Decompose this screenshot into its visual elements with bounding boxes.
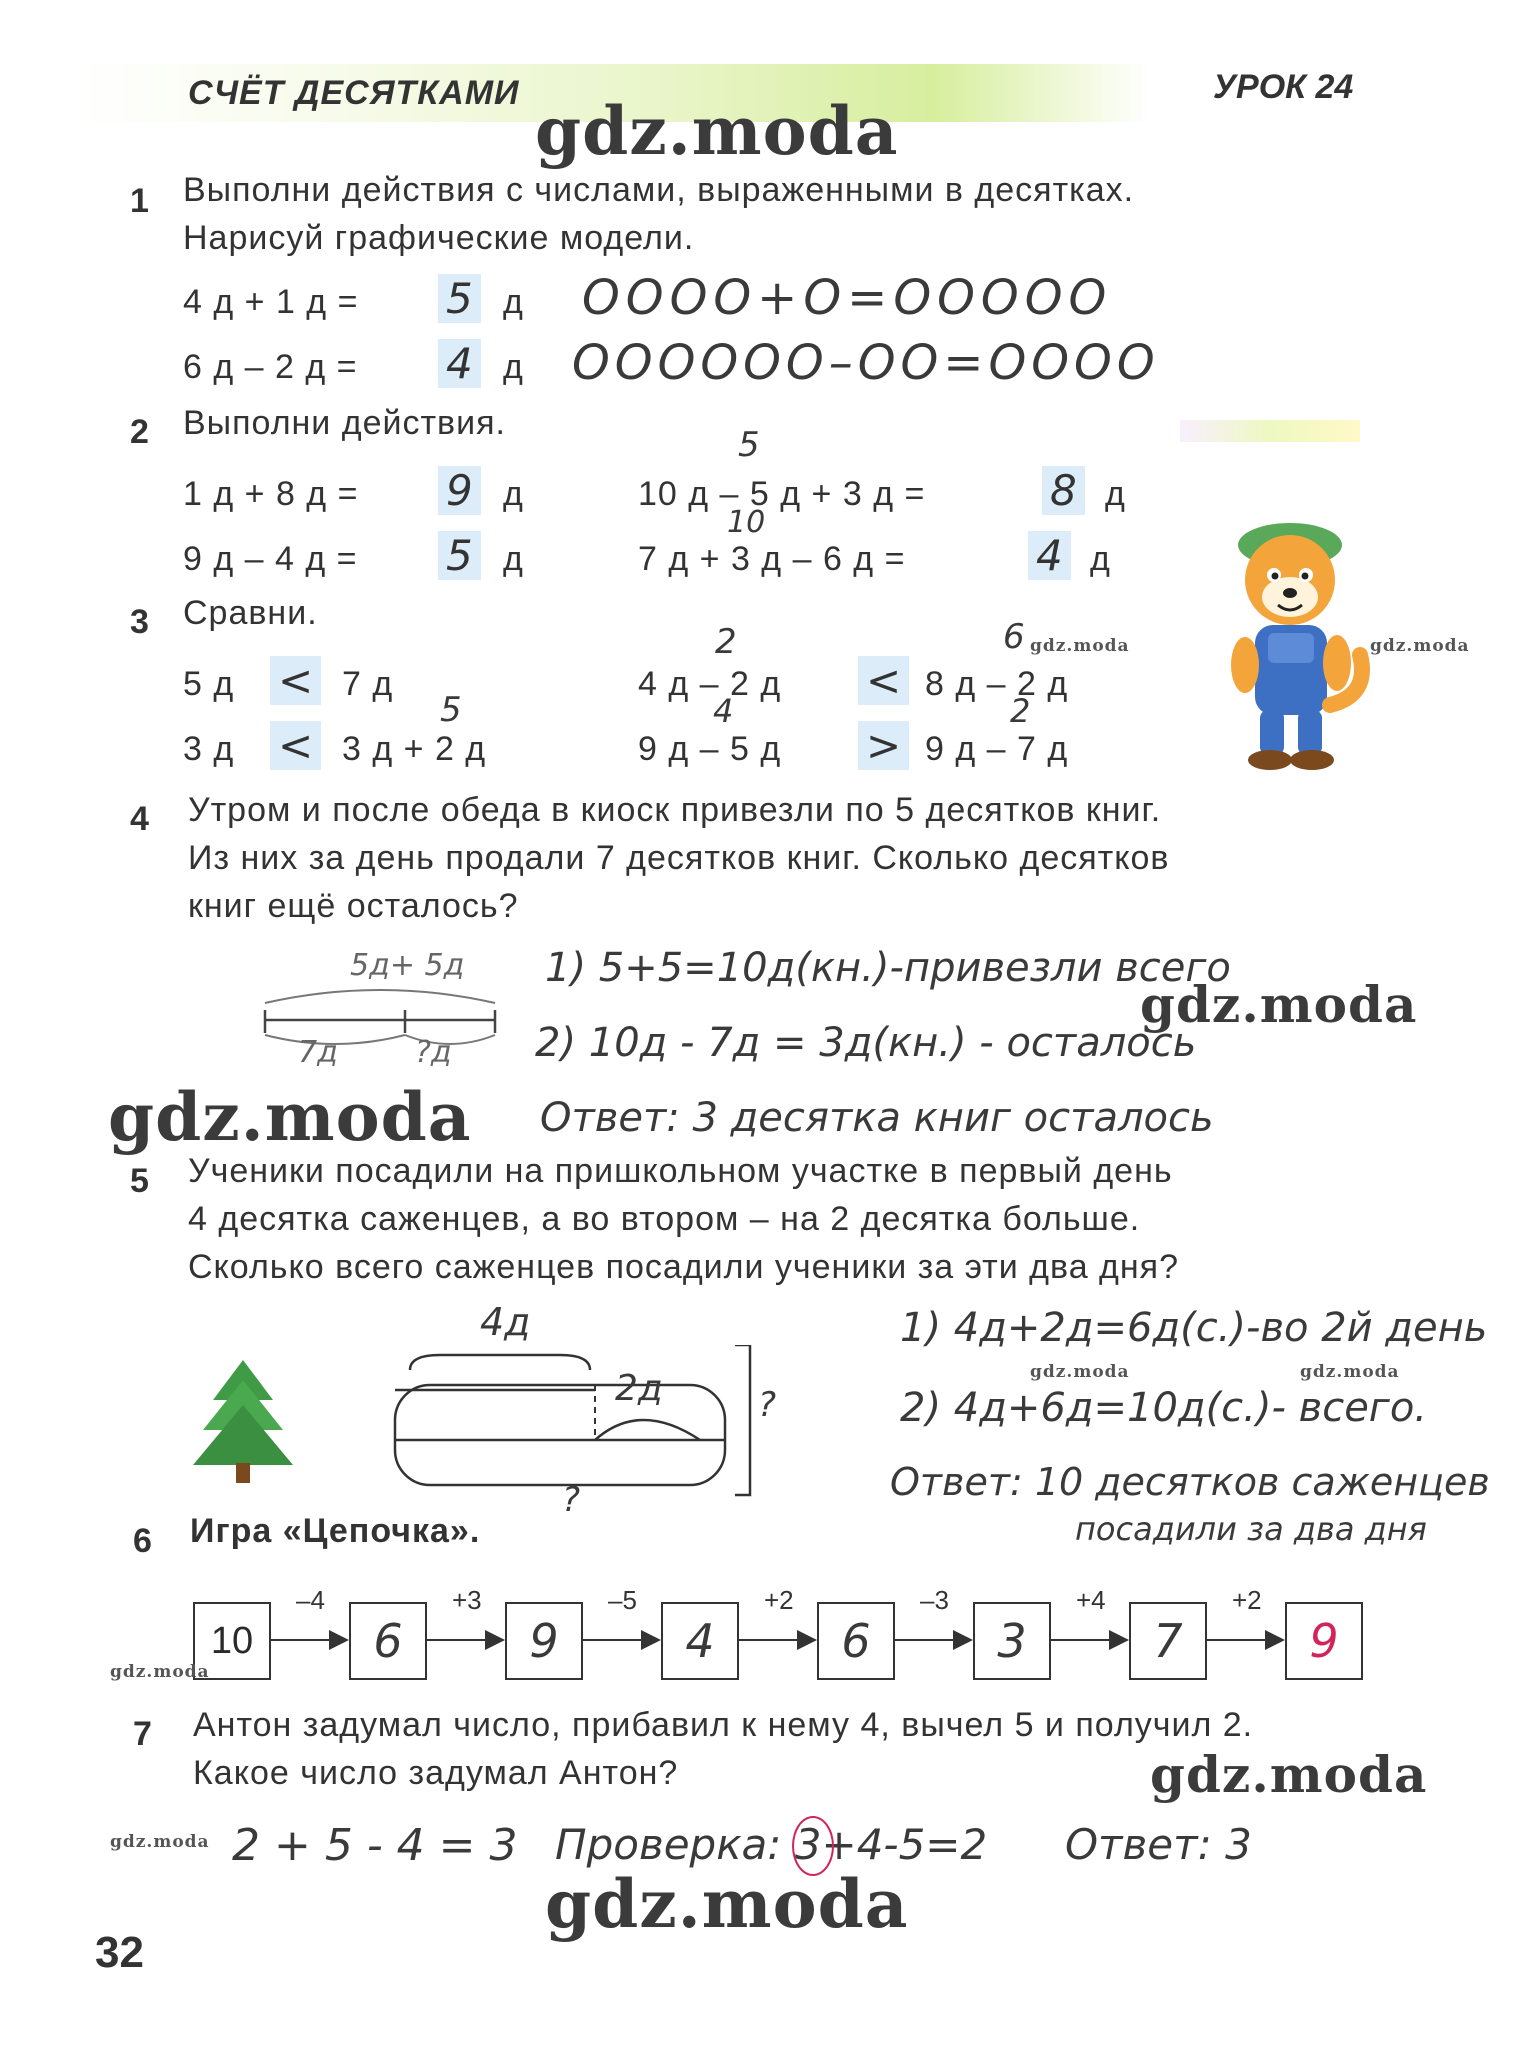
page-number: 32 — [95, 1928, 144, 1977]
task-1-number: 1 — [130, 182, 149, 220]
task-2-eq2-answer: 5 — [438, 531, 481, 580]
task-1-eq2-model: OOOOOO–OO=OOOO — [572, 335, 1160, 391]
highlighter-stroke — [1180, 420, 1360, 442]
task-3-c2-b: 3 д + 2 д — [342, 730, 487, 768]
task-1-line1: Выполни действия с числами, выраженными в десятках. — [183, 171, 1135, 209]
chain-op: +2 — [764, 1585, 794, 1615]
task-5-line1: Ученики посадили на пришкольном участке в первый день — [188, 1152, 1173, 1190]
task-6-title: Игра «Цепочка». — [190, 1512, 481, 1550]
task-3-c1-sign: < — [270, 656, 321, 705]
task-7-check: Проверка: 3+4-5=2 — [555, 1820, 988, 1869]
task-3-c4-note-a: 4 — [713, 692, 734, 730]
chain-op: –4 — [296, 1585, 325, 1615]
watermark-small: gdz.moda — [110, 1832, 210, 1852]
task-1-line2: Нарисуй графические модели. — [183, 219, 695, 257]
watermark-small: gdz.moda — [1300, 1362, 1400, 1382]
task-2-eq4-answer: 4 — [1028, 531, 1071, 580]
chain-value: 3 — [997, 1614, 1027, 1668]
task-1-eq1-answer: 5 — [438, 274, 481, 323]
task-2-eq4-unit: д — [1090, 540, 1111, 578]
task-3-c2-sign: < — [270, 721, 321, 770]
task-2-eq4-note: 10 — [727, 505, 766, 540]
task-2-eq2-left: 9 д – 4 д = — [183, 540, 358, 578]
task-5-solution-2: 2) 4д+6д=10д(с.)- всего. — [900, 1385, 1428, 1431]
task-4-line2: Из них за день продали 7 десятков книг. Сколько десятков — [188, 839, 1170, 877]
watermark: gdz.moda — [535, 92, 899, 170]
chain-value: 9 — [1309, 1614, 1339, 1668]
task-4-line3: книг ещё осталось? — [188, 887, 519, 925]
fox-mascot-illustration — [1210, 505, 1380, 775]
task-2-eq1-answer: 9 — [438, 466, 481, 515]
task-3-c2-note: 5 — [440, 690, 462, 730]
watermark: gdz.moda — [1140, 975, 1418, 1034]
lesson-number: УРОК 24 — [1213, 68, 1354, 106]
task-2-eq3-note: 5 — [738, 425, 760, 465]
task-5-diagram-extra-label: 2д — [615, 1368, 663, 1409]
fir-tree-illustration — [188, 1355, 298, 1485]
watermark: gdz.moda — [545, 1865, 909, 1943]
chain-value: 6 — [373, 1614, 403, 1668]
chain-op: –3 — [920, 1585, 949, 1615]
task-1-eq1-left: 4 д + 1 д = — [183, 283, 359, 321]
task-5-diagram-top-label: 4д — [480, 1300, 531, 1344]
chain-op: +2 — [1232, 1585, 1262, 1615]
watermark-small: gdz.moda — [1370, 636, 1470, 656]
task-4-solution-2: 2) 10д - 7д = 3д(кн.) - осталось — [535, 1020, 1197, 1066]
chain-value: 7 — [1153, 1614, 1183, 1668]
task-5-answer-line2: посадили за два дня — [1075, 1510, 1427, 1548]
task-1-eq1-unit: д — [503, 283, 524, 321]
task-3-c3-sign: < — [858, 656, 909, 705]
watermark-small: gdz.moda — [110, 1662, 210, 1682]
task-2-title: Выполни действия. — [183, 404, 506, 442]
chain-arrows — [0, 1630, 1513, 1650]
task-2-eq3-left: 10 д – 5 д + 3 д = — [638, 475, 926, 513]
task-1-eq2-left: 6 д – 2 д = — [183, 348, 358, 386]
chain-value: 9 — [529, 1614, 559, 1668]
task-3-title: Сравни. — [183, 594, 318, 632]
task-3-c3-note-a: 2 — [715, 622, 737, 662]
task-3-number: 3 — [130, 603, 149, 641]
task-5-number: 5 — [130, 1162, 149, 1200]
section-title: СЧЁТ ДЕСЯТКАМИ — [188, 74, 520, 112]
task-3-c4-a: 9 д – 5 д — [638, 730, 782, 768]
watermark: gdz.moda — [108, 1078, 472, 1156]
task-4-solution-1: 1) 5+5=10д(кн.)-привезли всего — [545, 945, 1231, 991]
task-3-c4-note-b: 2 — [1010, 692, 1031, 730]
task-5-diagram-second-question: ? — [562, 1480, 581, 1520]
task-6-number: 6 — [133, 1522, 152, 1560]
task-5-line3: Сколько всего саженцев посадили ученики за эти два дня? — [188, 1248, 1179, 1286]
task-2-eq4-left: 7 д + 3 д – 6 д = — [638, 540, 906, 578]
task-3-c1-b: 7 д — [342, 665, 394, 703]
task-7-number: 7 — [133, 1715, 152, 1753]
task-3-c2-a: 3 д — [183, 730, 235, 768]
task-4-diagram-top-label: 5д+ 5д — [350, 948, 465, 983]
task-7-line2: Какое число задумал Антон? — [193, 1754, 679, 1792]
task-1-eq1-model: OOOO+O=OOOOO — [582, 270, 1113, 326]
chain-value: 4 — [685, 1614, 715, 1668]
task-7-line1: Антон задумал число, прибавил к нему 4, вычел 5 и получил 2. — [193, 1706, 1254, 1744]
task-4-number: 4 — [130, 800, 149, 838]
task-2-eq1-left: 1 д + 8 д = — [183, 475, 359, 513]
task-5-solution-1: 1) 4д+2д=6д(с.)-во 2й день — [900, 1305, 1488, 1351]
task-7-solution: 2 + 5 - 4 = 3 — [232, 1820, 518, 1871]
chain-op: –5 — [608, 1585, 637, 1615]
task-5-diagram-total-question: ? — [758, 1385, 777, 1425]
watermark: gdz.moda — [1150, 1745, 1428, 1804]
task-4-diagram-left-label: ?д — [415, 1035, 452, 1070]
task-1-eq2-answer: 4 — [438, 339, 481, 388]
chain-op: +4 — [1076, 1585, 1106, 1615]
task-7-answer: Ответ: 3 — [1065, 1820, 1252, 1869]
task-3-c3-b: 8 д – 2 д — [925, 665, 1069, 703]
task-2-eq1-unit: д — [503, 475, 524, 513]
task-4-diagram-sold-label: 7д — [298, 1035, 338, 1070]
task-4-line1: Утром и после обеда в киоск привезли по 5 десятков книг. — [188, 791, 1162, 829]
task-2-eq2-unit: д — [503, 540, 524, 578]
task-2-number: 2 — [130, 413, 149, 451]
task-4-answer: Ответ: 3 десятка книг осталось — [540, 1095, 1214, 1141]
watermark-small: gdz.moda — [1030, 636, 1130, 656]
chain-start-value: 10 — [210, 1619, 254, 1662]
task-5-bar-diagram — [390, 1345, 790, 1535]
task-3-c3-a: 4 д – 2 д — [638, 665, 782, 703]
task-3-c4-b: 9 д – 7 д — [925, 730, 1069, 768]
watermark-small: gdz.moda — [1030, 1362, 1130, 1382]
task-5-answer-line1: Ответ: 10 десятков саженцев — [890, 1460, 1490, 1504]
task-5-line2: 4 десятка саженцев, а во втором – на 2 десятка больше. — [188, 1200, 1141, 1238]
task-3-c1-a: 5 д — [183, 665, 235, 703]
task-2-eq3-unit: д — [1105, 475, 1126, 513]
chain-op: +3 — [452, 1585, 482, 1615]
task-3-c3-note-b: 6 — [1003, 617, 1025, 657]
task-3-c4-sign: > — [858, 721, 909, 770]
task-2-eq3-answer: 8 — [1042, 466, 1085, 515]
chain-value: 6 — [841, 1614, 871, 1668]
task-1-eq2-unit: д — [503, 348, 524, 386]
